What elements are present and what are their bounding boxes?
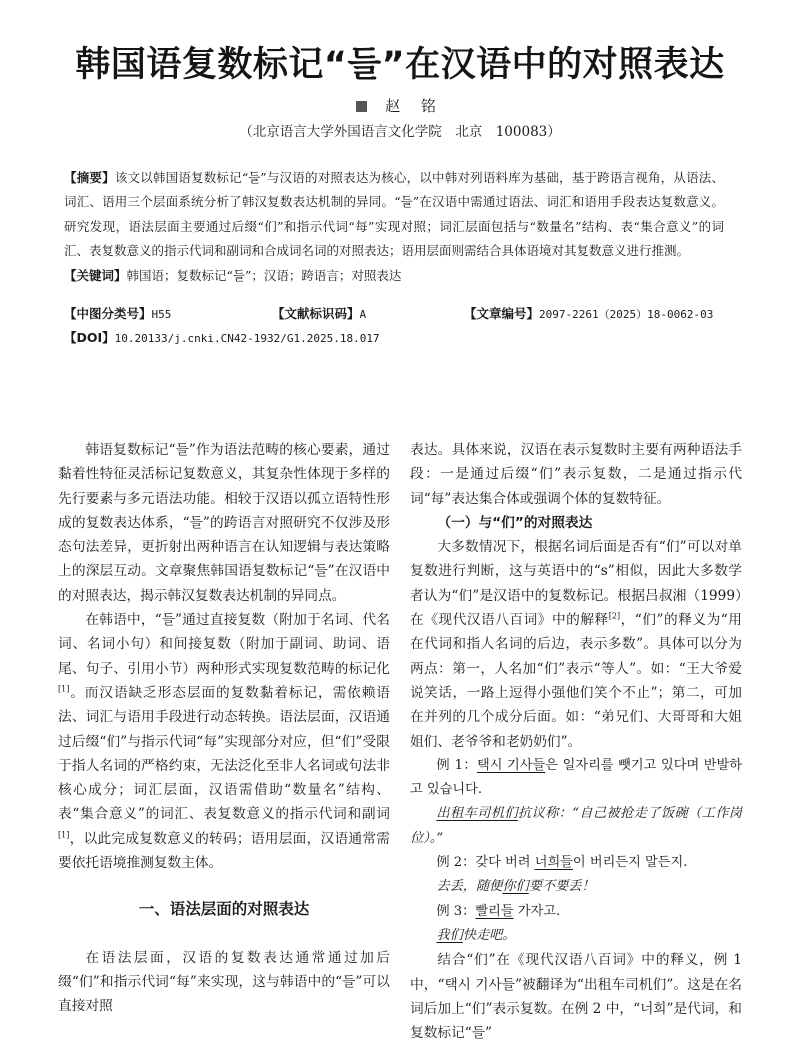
doc-code-label: 【文献标识码】 xyxy=(272,306,360,321)
example-3-korean: 例 3：빨리들 가자고. xyxy=(436,903,561,919)
citation-ref[interactable]: [1] xyxy=(58,684,70,694)
author-name: 赵 铭 xyxy=(385,97,444,115)
body-paragraph: 大多数情况下，根据名词后面是否有“们”可以对单复数进行判断，这与英语中的“s”相似，因此大多数学者认为“们”是汉语中的复数标记。根据吕叔湘（1999）在《现代汉语八百词》中的解释[2]，“们”的释义为“用在代词和指人名词的后边，表示多数”。具体可以分为两点：第一，人名加“们”表示“等人”。如：“王大爷爱说笑话，一路上逗得小强他们笑个不止”；第二，可加在并列的几个成分后面。如：“弟兄们、大哥哥和大姐姐们、老爷爷和老奶奶们”。 xyxy=(410,539,742,750)
article-number-value: 2097-2261（2025）18-0062-03 xyxy=(539,308,714,321)
example-2-chinese: 去丢，随便你们要不要丢！ xyxy=(436,879,595,895)
subsection-heading: （一）与“们”的对照表达 xyxy=(437,514,593,531)
right-column xyxy=(410,438,742,1045)
author-line xyxy=(0,96,800,116)
abstract-label: 【摘要】 xyxy=(64,170,115,185)
abstract xyxy=(64,166,724,264)
paper-title: 韩国语复数标记“들”在汉语中的对照表达 xyxy=(75,45,725,85)
citation-ref[interactable]: [1] xyxy=(58,830,70,840)
example-1-korean: 例 1：택시 기사들은 일자리를 뺏기고 있다며 반발하고 있습니다. xyxy=(410,757,742,798)
section-heading: 一、语法层面的对照表达 xyxy=(138,900,310,919)
clc-label: 【中图分类号】 xyxy=(64,306,152,321)
clc-value: H55 xyxy=(151,308,172,321)
example-1-chinese: 出租车司机们抗议称：“自己被抢走了饭碗（工作岗位）。” xyxy=(410,806,742,846)
body-paragraph: 韩语复数标记“들”作为语法范畴的核心要素，通过黏着性特征灵活标记复数意义，其复杂性体现于多样的先行要素与多元语法功能。相较于汉语以孤立语特性形成的复数表达体系，“들”的跨语言对照研究不仅涉及形态句法差异，更折射出两种语言在认知逻辑与表达策略上的深层互动。文章聚焦韩国语复数标记“들”在汉语中的对照表达，揭示韩汉复数表达机制的异同点。 xyxy=(58,442,390,604)
body-paragraph: 在韩语中，“들”通过直接复数（附加于名词、代名词、名词小句）和间接复数（附加于副词、助词、语尾、句子、引用小节）两种形式实现复数范畴的标记化[1]。而汉语缺乏形态层面的复数黏着标记，需依赖语法、词汇与语用手段进行动态转换。语法层面，汉语通过后缀“们”与指示代词“每”实现部分对应，但“们”受限于指人名词的严格约束，无法泛化至非人名词或句法非核心成分；词汇层面，汉语需借助“数量名”结构、表“集合意义”的词汇、表复数意义的指示代词和副词[1]，以此完成复数意义的转码；语用层面，汉语通常需要依托语境推测复数主体。 xyxy=(58,612,390,872)
keywords-text: 韩国语；复数标记“들”；汉语；跨语言；对照表达 xyxy=(126,267,402,283)
square-bullet-icon xyxy=(356,101,367,112)
example-3-chinese: 我们快走吧。 xyxy=(436,927,516,943)
body-paragraph: 在语法层面，汉语的复数表达通常通过加后缀“们”和指示代词“每”来实现，这与韩语中的“들”可以直接对照 xyxy=(58,949,390,1015)
doc-code-value: A xyxy=(359,308,367,321)
body-paragraph: 表达。具体来说，汉语在表示复数时主要有两种语法手段：一是通过后缀“们”表示复数，二是通过指示代词“每”表达集合体或强调个体的复数特征。 xyxy=(410,442,742,507)
abstract-text: 该文以韩国语复数标记“들”与汉语的对照表达为核心，以中韩对列语料库为基础，基于跨语言视角，从语法、词汇、语用三个层面系统分析了韩汉复数表达机制的异同。“들”在汉语中需通过语法、词汇和语用手段表达复数意义。研究发现，语法层面主要通过后缀“们”和指示代词“每”实现对照；词汇层面包括与“数量名”结构、表“集合意义”的词汇、表复数意义的指示代词和副词和合成词名词的对照表达；语用层面则需结合具体语境对其复数意义进行推测。 xyxy=(64,170,724,259)
citation-ref[interactable]: [2] xyxy=(608,611,621,621)
keywords xyxy=(64,264,724,288)
keywords-label: 【关键词】 xyxy=(64,267,127,283)
example-2-korean: 例 2：갖다 버려 너희들이 버리든지 말든지. xyxy=(436,855,688,871)
doi-value: 10.20133/j.cnki.CN42-1932/G1.2025.18.017 xyxy=(114,332,380,345)
abstract-block xyxy=(64,166,724,288)
article-number-label: 【文章编号】 xyxy=(464,306,540,321)
affiliation: （北京语言大学外国语言文化学院 北京 100083） xyxy=(239,124,561,140)
body-paragraph: 结合“们”在《现代汉语八百词》中的释义，例 1 中，“택시 기사들”被翻译为“出租车司机们”。这是在名词后加上“们”表示复数。在例 2 中，“너희”是代词，和复数标记“들” xyxy=(410,952,742,1042)
doi-label: 【DOI】 xyxy=(64,330,115,345)
left-column xyxy=(58,438,390,1019)
